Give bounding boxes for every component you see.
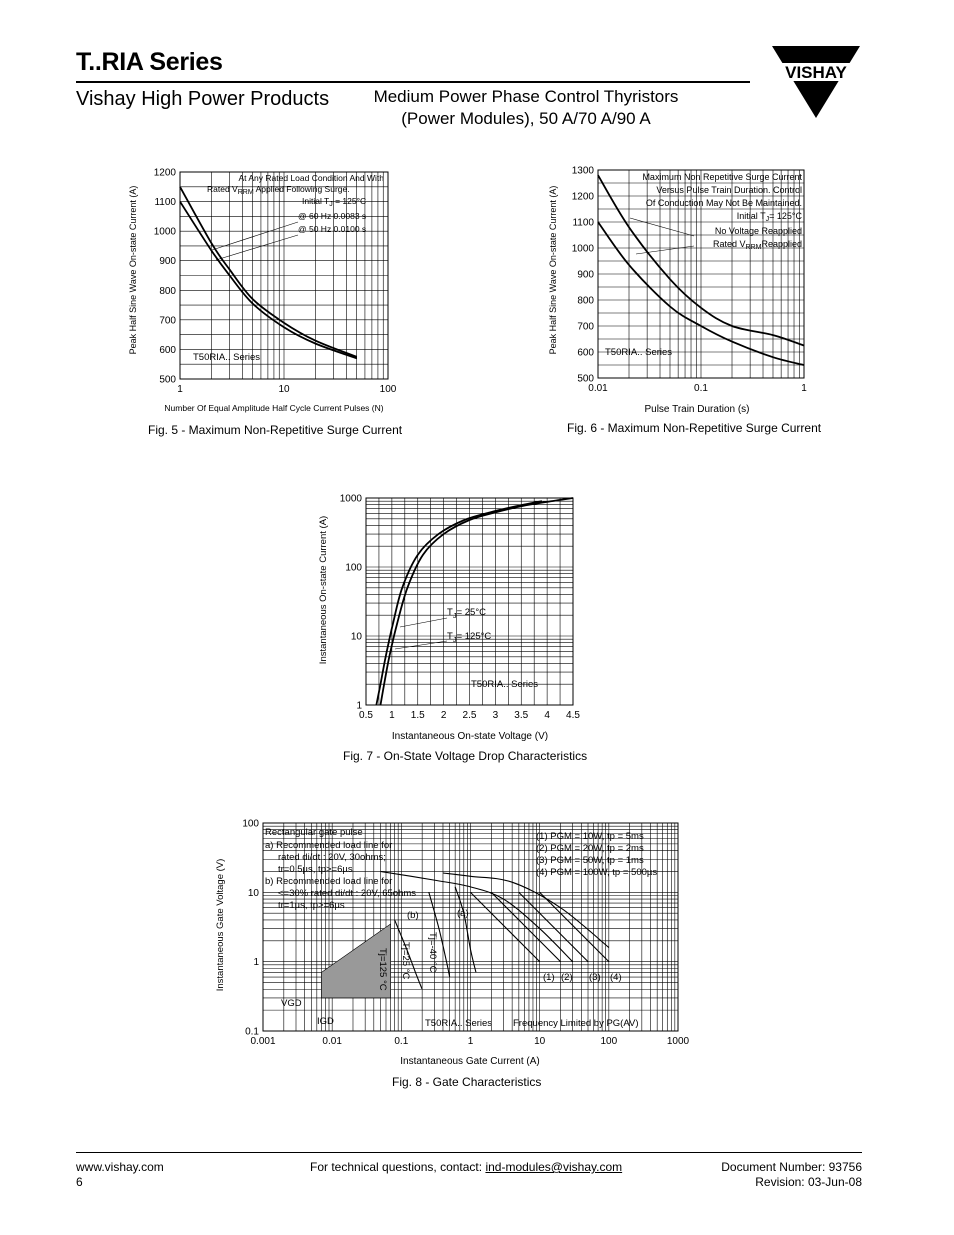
fig7-ytick-label: 10: [350, 631, 362, 643]
fig5-legend-50hz: @ 50 Hz 0.0100 s: [298, 224, 367, 234]
fig7-v125: = 125°C: [456, 631, 492, 642]
fig8-note-3: rated di/dt : 20V, 30ohms;: [278, 852, 386, 863]
fig6-legend-rated: [713, 239, 802, 251]
fig8-label-tj-25: Tj=25 °C: [400, 942, 411, 980]
fig6-ytick-label: 800: [577, 295, 594, 307]
fig6-ann-tj-val: = 125°C: [769, 211, 802, 221]
fig8-chart: [210, 815, 710, 1070]
fig8-label-1: (1): [543, 972, 555, 983]
fig5-ann-tj-val: = 125°C: [332, 196, 367, 206]
fig6-ytick-label: 900: [577, 269, 594, 281]
subtitle-line-2: (Power Modules), 50 A/70 A/90 A: [401, 109, 651, 128]
fig7-xtick-label: 2: [440, 710, 447, 721]
footer-contact-prefix: For technical questions, contact:: [310, 1160, 486, 1174]
fig6-annotation: [642, 172, 802, 251]
fig8-ytick-label: 10: [247, 887, 259, 899]
fig6-annotation-line1: Maximum Non Repetitive Surge Current: [642, 172, 802, 182]
header-rule: [76, 81, 750, 83]
fig7-t125: T: [447, 631, 453, 642]
footer-rule: [76, 1152, 862, 1153]
fig5-ytick-label: 1000: [153, 226, 176, 238]
fig6-series-label: T50RIA.. Series: [605, 347, 673, 358]
footer-right: [721, 1160, 862, 1190]
fig7-xtick-label: 1.5: [410, 710, 425, 721]
vishay-logo: [768, 44, 864, 120]
footer-website[interactable]: www.vishay.com: [76, 1160, 164, 1174]
fig5-xtick-label: 1: [177, 384, 183, 395]
fig7-chart: [310, 485, 600, 745]
fig5-ylabel: Peak Half Sine Wave On-state Current (A): [128, 185, 138, 355]
fig7-j25: J: [452, 611, 457, 620]
fig8-label-2: (2): [561, 972, 573, 983]
fig6-ylabel: Peak Half Sine Wave On-state Current (A): [548, 185, 558, 355]
footer-contact-email[interactable]: ind-modules@vishay.com: [485, 1160, 623, 1174]
footer-doc-number: Document Number: 93756: [721, 1160, 862, 1174]
fig7-xtick-label: 3: [492, 710, 499, 721]
footer-left: [76, 1160, 164, 1190]
fig8-series-line-6: [455, 887, 476, 973]
fig6-legend-no-voltage: No Voltage Reapplied: [714, 226, 802, 236]
fig5-ytick-label: 800: [159, 285, 176, 297]
fig8-pgm-2: (2) PGM = 20W, tp = 2ms: [536, 843, 644, 854]
fig8-label-a: (a): [457, 908, 469, 919]
fig8-note-2: a) Recommended load line for: [265, 840, 393, 851]
fig5-ytick-label: 1100: [154, 197, 176, 209]
logo-triangle: [772, 46, 860, 118]
footer-contact: [310, 1160, 622, 1175]
fig8-series-label: T50RIA.. Series: [425, 1018, 493, 1029]
fig8-note-6: <=30% rated di/dt : 20V, 65ohms: [278, 888, 417, 899]
fig8-label-3: (3): [589, 972, 601, 983]
footer-revision: Revision: 03-Jun-08: [755, 1175, 862, 1189]
fig7-leader-125c: [395, 641, 447, 649]
fig6-ytick-label: 1300: [571, 165, 594, 177]
fig5-ann-applied: Applied Following Surge.: [253, 184, 350, 194]
fig8-note-4: tr=0.5µs, tp>=6µs: [278, 864, 353, 875]
fig8-label-4: (4): [610, 972, 622, 983]
fig7-xtick-label: 4: [544, 710, 550, 721]
fig7-ytick-label: 100: [345, 562, 362, 574]
fig6-leader-no-voltage: [630, 218, 694, 236]
fig8-freq-label: Frequency Limited by PG(AV): [513, 1018, 639, 1029]
fig7-xtick-label: 0.5: [359, 710, 373, 721]
fig6-ytick-label: 1100: [572, 217, 594, 229]
fig7-xlabel: Instantaneous On-state Voltage (V): [391, 731, 549, 742]
fig7-ylabel: Instantaneous On-state Current (A): [318, 515, 329, 665]
fig8-label-b: (b): [407, 910, 419, 921]
fig6-xtick-label: 1: [801, 383, 807, 394]
fig6-ann-tj: Initial T: [736, 211, 766, 221]
fig6-annotation-line4: [737, 211, 803, 223]
fig5-annotation-line1: At Any Rated Load Condition And With: [238, 173, 384, 183]
fig8-xlabel: Instantaneous Gate Current (A): [400, 1056, 540, 1067]
fig7-curves: [376, 498, 573, 705]
fig6-annotation-line2: Versus Pulse Train Duration. Control: [656, 185, 802, 195]
footer-page-number: 6: [76, 1175, 83, 1189]
fig8-xtick-label: 1: [467, 1036, 474, 1047]
fig5-series-label: T50RIA.. Series: [193, 352, 261, 363]
fig6-xtick-label: 0.01: [588, 383, 608, 394]
fig5-ytick-label: 700: [159, 315, 176, 327]
fig6-xlabel: Pulse Train Duration (s): [644, 404, 750, 415]
fig7-labels: [447, 607, 538, 690]
fig7-ytick-label: 1: [356, 700, 362, 712]
fig5-legend-60hz: @ 60 Hz 0.0083 s: [298, 211, 367, 221]
fig8-xtick-label: 0.1: [394, 1036, 409, 1047]
fig8-pgm-1: (1) PGM = 10W, tp = 5ms: [536, 831, 644, 842]
fig8-xtick-label: 0.001: [250, 1036, 276, 1047]
fig8-vgd-label: VGD: [281, 998, 302, 1009]
fig5-ytick-label: 500: [159, 374, 176, 386]
fig7-xtick-label: 4.5: [566, 710, 580, 721]
fig6-ytick-label: 700: [577, 321, 594, 333]
fig8-ytick-label: 100: [242, 818, 259, 830]
fig8-ytick-label: 1: [253, 957, 259, 969]
fig7-label-25c: [447, 607, 486, 620]
fig8-xtick-label: 10: [534, 1036, 546, 1047]
fig5-xlabel: Number Of Equal Amplitude Half Cycle Current Pulses (N): [164, 403, 384, 413]
fig7-grid: [366, 498, 573, 705]
fig8-caption: Fig. 8 - Gate Characteristics: [392, 1075, 542, 1089]
fig5-ann-tj: Initial T: [302, 196, 330, 206]
fig8-igd-label: IGD: [317, 1016, 334, 1027]
fig8-note-7: tr=1µs, tp>=6µs: [278, 900, 345, 911]
fig5-leader-50hz: [216, 235, 298, 260]
fig7-v25: = 25°C: [456, 607, 486, 618]
fig8-label-tj-125: Tj=125 °C: [377, 948, 388, 991]
fig7-xtick-label: 1: [389, 710, 395, 721]
fig7-caption: Fig. 7 - On-State Voltage Drop Characteristics: [343, 749, 588, 763]
fig7-series-label: T50RIA.. Series: [471, 679, 539, 690]
fig6-xtick-label: 0.1: [694, 383, 708, 394]
fig6-ann-reapplied: Reapplied: [761, 239, 802, 249]
fig5-xtick-label: 10: [278, 384, 290, 395]
fig8-xtick-label: 0.01: [322, 1036, 342, 1047]
fig6-ann-rated: Rated V: [712, 239, 746, 249]
fig7-series-line-0: [380, 498, 573, 705]
fig6-chart: [540, 160, 820, 420]
brand-line: Vishay High Power Products: [76, 88, 330, 110]
fig6-caption: Fig. 6 - Maximum Non-Repetitive Surge Current: [567, 421, 822, 435]
fig8-left-notes: [265, 827, 416, 911]
fig5-ytick-label: 1200: [153, 167, 176, 179]
fig6-ytick-label: 1200: [571, 191, 594, 203]
subtitle-line-1: Medium Power Phase Control Thyristors: [373, 87, 679, 106]
fig8-xtick-label: 100: [600, 1036, 618, 1047]
fig5-annotation-line2: [207, 184, 350, 196]
fig8-xtick-label: 1000: [666, 1036, 690, 1047]
fig8-note-1: Rectangular gate pulse: [265, 827, 363, 838]
fig8-note-5: b) Recommended load line for: [265, 876, 393, 887]
fig6-annotation-line3: Of Conduction May Not Be Maintained.: [645, 198, 802, 208]
fig5-caption: Fig. 5 - Maximum Non-Repetitive Surge Current: [148, 423, 403, 437]
fig8-label-tj-m40: Tj=-40 °C: [427, 932, 438, 973]
fig8-ylabel: Instantaneous Gate Voltage (V): [215, 858, 226, 992]
fig8-pgm-3: (3) PGM = 50W, tp = 1ms: [536, 855, 644, 866]
fig7-leader-25c: [400, 618, 447, 627]
fig7-xtick-label: 2.5: [462, 710, 477, 721]
fig6-ytick-label: 600: [577, 347, 594, 359]
fig7-j125: J: [452, 635, 457, 644]
logo-text: VISHAY: [785, 63, 847, 82]
fig8-pgm-4: (4) PGM = 100W, tp = 500µs: [536, 867, 658, 878]
fig8-ytick-label: 0.1: [245, 1026, 259, 1038]
fig5-ann-sub: RRM: [237, 189, 254, 196]
fig6-ytick-label: 1000: [571, 243, 594, 255]
fig5-ann-tj-sub: J: [329, 201, 333, 208]
fig5-ytick-label: 600: [159, 344, 176, 356]
fig5-ytick-label: 900: [159, 256, 176, 268]
fig6-ann-tj-sub: J: [765, 216, 770, 223]
fig5-chart: [120, 160, 410, 420]
series-title: T..RIA Series: [76, 48, 223, 76]
fig7-ytick-label: 1000: [339, 493, 362, 505]
fig7-t25: T: [447, 607, 453, 618]
fig5-annotation: [207, 173, 384, 234]
fig6-ytick-label: 500: [577, 373, 594, 385]
fig6-ann-sub: RRM: [745, 244, 762, 251]
fig8-right-notes: [536, 831, 657, 878]
fig5-xtick-label: 100: [379, 384, 397, 395]
document-subtitle: [356, 86, 696, 130]
fig5-ann-rated: Rated V: [207, 184, 238, 194]
fig7-label-125c: [447, 631, 491, 644]
fig7-xtick-label: 3.5: [514, 710, 529, 721]
